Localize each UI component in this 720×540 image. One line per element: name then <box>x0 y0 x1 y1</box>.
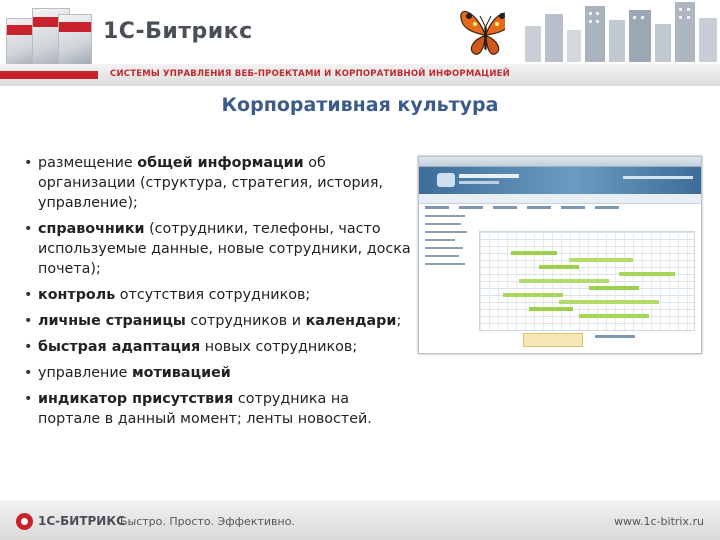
product-boxes-image <box>6 4 92 72</box>
bitrix-logo-icon <box>16 513 33 530</box>
bullet-item: • справочники (сотрудники, телефоны, часто используемые данные, новые сотрудники, доска почета); <box>24 221 411 277</box>
bullet-item: • личные страницы сотрудников и календари; <box>24 313 402 329</box>
footer-slogan: Быстро. Просто. Эффективно. <box>120 515 295 528</box>
footer-url[interactable]: www.1c-bitrix.ru <box>614 515 704 528</box>
city-skyline-image <box>505 0 720 62</box>
bullet-item: • управление мотивацией <box>24 365 231 381</box>
bullet-item: • быстрая адаптация новых сотрудников; <box>24 339 358 355</box>
tagline-text: СИСТЕМЫ УПРАВЛЕНИЯ ВЕБ-ПРОЕКТАМИ И КОРПОРАТИВНОЙ ИНФОРМАЦИЕЙ <box>110 69 510 79</box>
bullet-item: • контроль отсутствия сотрудников; <box>24 287 311 303</box>
portal-screenshot-image <box>418 156 702 354</box>
bullet-list <box>22 153 412 435</box>
bullet-item: • индикатор присутствия сотрудника на портале в данный момент; ленты новостей. <box>24 391 372 427</box>
brand-logo-text: 1С-Битрикс <box>103 19 253 44</box>
tagline-accent <box>0 71 98 79</box>
bullet-item: • размещение общей информации об организации (структура, стратегия, история, управление); <box>24 155 383 211</box>
footer-brand: 1С-БИТРИКС <box>38 514 125 528</box>
slide-title: Корпоративная культура <box>221 94 499 116</box>
